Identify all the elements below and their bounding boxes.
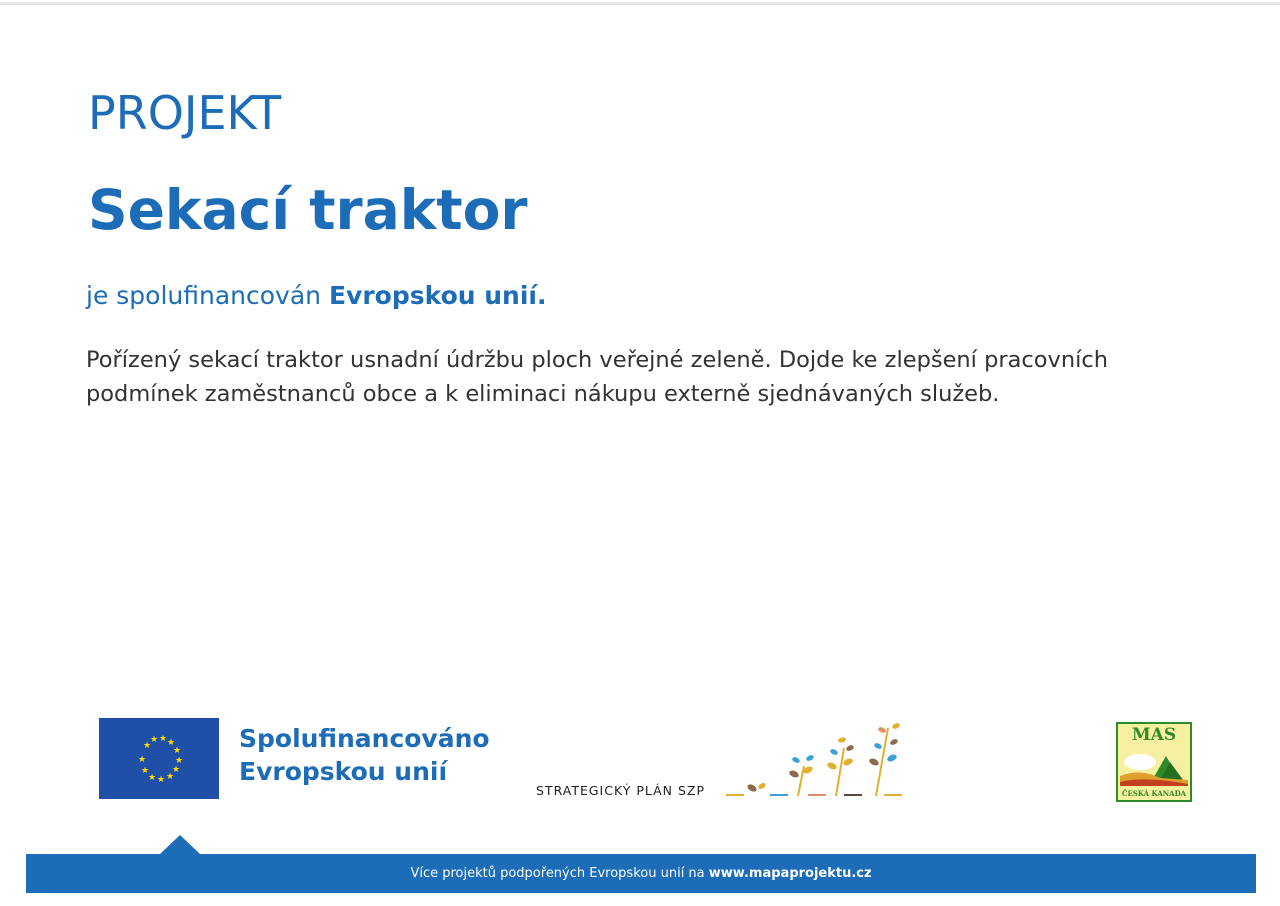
svg-text:★: ★ (158, 734, 168, 744)
project-label: PROJEKT (88, 86, 282, 140)
svg-text:★: ★ (172, 746, 182, 756)
footer-bar (26, 854, 1256, 893)
eu-text-line1: Spolufinancováno (239, 724, 490, 753)
svg-text:★: ★ (166, 738, 176, 748)
project-description: Pořízený sekací traktor usnadní údržbu ploch veřejné zeleně. Dojde ke zlepšení pracovních podmínek zaměstnanců obce a k eliminaci nákupu externě sjednávaných služeb. (86, 347, 1109, 407)
mas-landscape-icon (1120, 746, 1188, 786)
mas-ceska-kanada-logo (1116, 722, 1192, 802)
svg-text:★: ★ (140, 766, 150, 776)
szp-label: STRATEGICKÝ PLÁN SZP (536, 783, 706, 798)
top-edge-divider (0, 2, 1280, 5)
svg-text:★: ★ (174, 756, 184, 766)
footer-link[interactable]: www.mapaprojektu.cz (708, 866, 872, 881)
svg-text:★: ★ (171, 765, 181, 775)
project-title: Sekací traktor (88, 178, 528, 242)
svg-text:★: ★ (149, 735, 159, 745)
eu-flag-logo (99, 718, 219, 799)
eu-text-line2: Evropskou unií (239, 757, 448, 786)
mas-logo-subtitle: ČESKÁ KANADA (1121, 789, 1187, 798)
cofinancing-prefix: je spolufinancován (86, 281, 322, 310)
svg-text:★: ★ (147, 773, 157, 783)
eu-stars-icon (99, 718, 219, 799)
cofinancing-line (86, 281, 547, 310)
footer-notch (160, 835, 200, 854)
mas-logo-title: MAS (1131, 725, 1177, 745)
footer-text: Více projektů podpořených Evropskou unií na (410, 866, 705, 881)
svg-text:★: ★ (165, 772, 175, 782)
svg-text:★: ★ (156, 775, 166, 785)
cofinancing-eu: Evropskou unií. (328, 281, 547, 310)
eu-cofinancing-text (239, 722, 490, 788)
svg-text:★: ★ (137, 755, 147, 765)
svg-text:★: ★ (142, 741, 152, 751)
szp-sprouts-logo (724, 718, 924, 802)
